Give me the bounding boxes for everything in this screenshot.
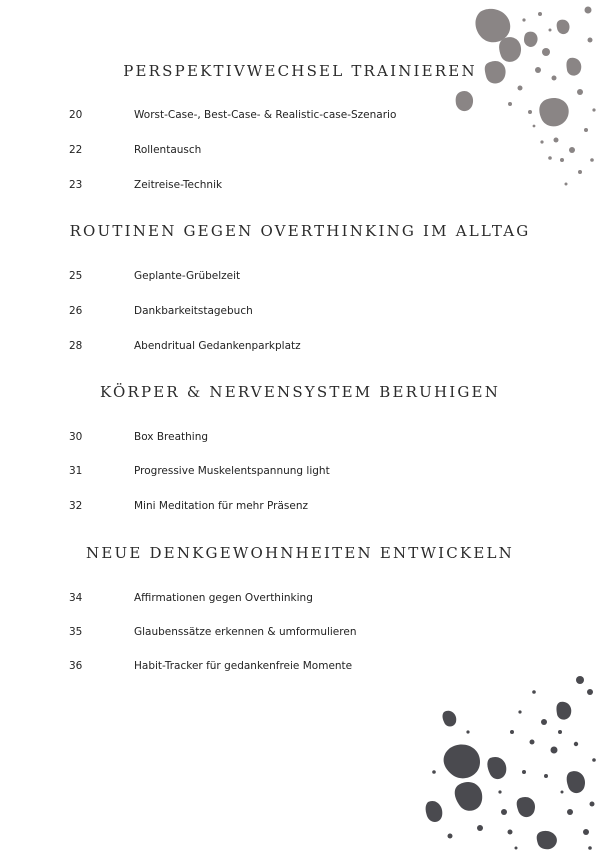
toc-entry-label: Geplante-Grübelzeit [134, 270, 241, 282]
toc-page-number: 36 [69, 660, 83, 672]
toc-entry-label: Abendritual Gedankenparkplatz [134, 340, 301, 352]
toc-entry-label: Progressive Muskelentspannung light [134, 465, 330, 477]
toc-entry-label: Dankbarkeitstagebuch [134, 305, 253, 317]
toc-page-number: 35 [69, 626, 83, 638]
toc-entry[interactable] [0, 340, 600, 358]
toc-entry[interactable] [0, 592, 600, 610]
toc-entry-label: Rollentausch [134, 144, 202, 156]
toc-entry[interactable] [0, 305, 600, 323]
toc-entry[interactable] [0, 144, 600, 162]
toc-entry[interactable] [0, 270, 600, 288]
toc-page-number: 26 [69, 305, 83, 317]
toc-entry[interactable] [0, 109, 600, 127]
toc-entry-label: Glaubenssätze erkennen & umformulieren [134, 626, 357, 638]
toc-entry[interactable] [0, 500, 600, 518]
toc-entry-label: Zeitreise-Technik [134, 179, 223, 191]
toc-entry[interactable] [0, 179, 600, 197]
toc-entry-label: Worst-Case-, Best-Case- & Realistic-case-Szenario [134, 109, 397, 121]
toc-page-number: 30 [69, 431, 83, 443]
section-title-perspektivwechsel: PERSPEKTIVWECHSEL TRAINIEREN [123, 62, 477, 80]
section-title-routinen: ROUTINEN GEGEN OVERTHINKING IM ALLTAG [69, 222, 531, 240]
toc-entry[interactable] [0, 431, 600, 449]
section-title-denkgewohnheiten: NEUE DENKGEWOHNHEITEN ENTWICKELN [86, 544, 514, 562]
toc-page-number: 25 [69, 270, 83, 282]
toc-entry[interactable] [0, 465, 600, 483]
toc-page-number: 22 [69, 144, 83, 156]
toc-page-number: 23 [69, 179, 83, 191]
toc-page-number: 34 [69, 592, 83, 604]
toc-entry[interactable] [0, 626, 600, 644]
toc-entry-label: Box Breathing [134, 431, 209, 443]
toc-entry-label: Habit-Tracker für gedankenfreie Momente [134, 660, 353, 672]
toc-page-number: 28 [69, 340, 83, 352]
section-title-koerper: KÖRPER & NERVENSYSTEM BERUHIGEN [99, 383, 501, 401]
toc-page-number: 31 [69, 465, 83, 477]
toc-entry-label: Affirmationen gegen Overthinking [134, 592, 313, 604]
ink-splatter-top-decoration [450, 0, 600, 200]
toc-page-number: 32 [69, 500, 83, 512]
toc-entry-label: Mini Meditation für mehr Präsenz [134, 500, 308, 512]
toc-entry[interactable] [0, 660, 600, 678]
toc-page-number: 20 [69, 109, 83, 121]
ink-splatter-bottom-decoration [420, 672, 600, 852]
